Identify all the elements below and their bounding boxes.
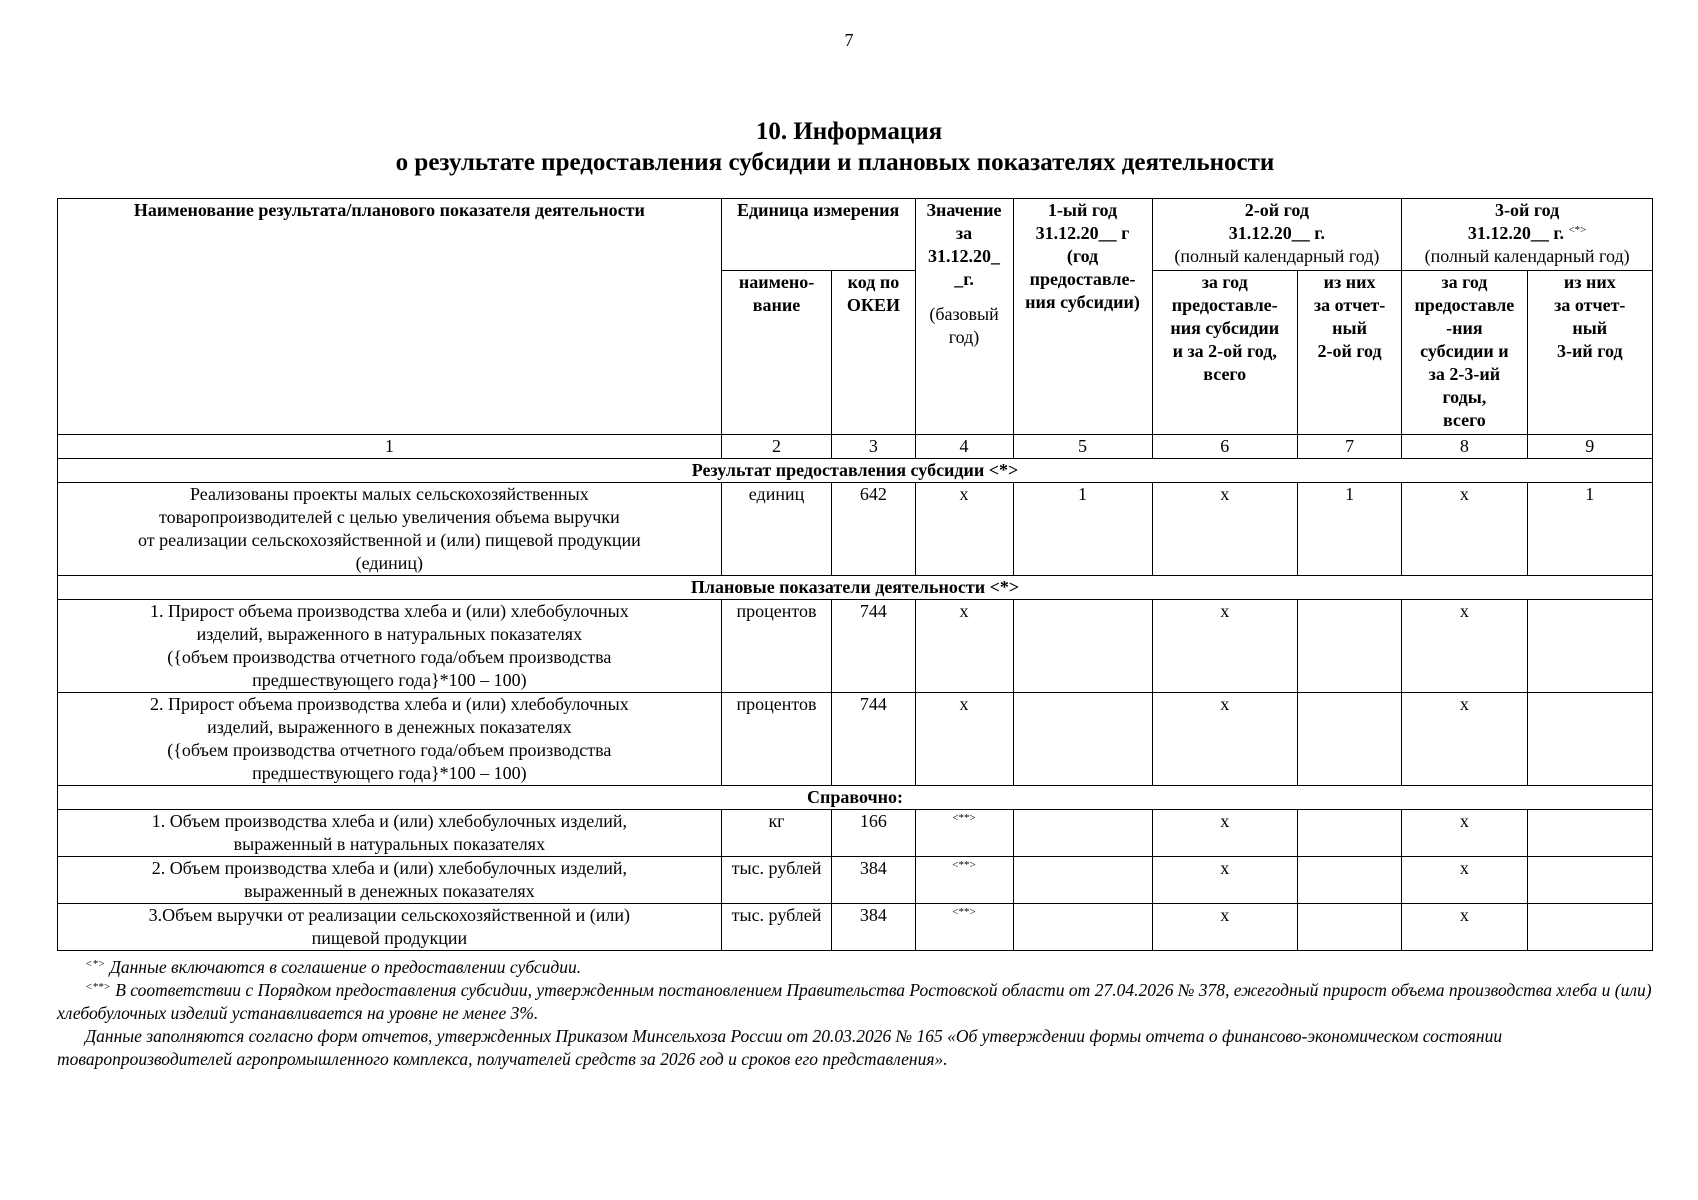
column-number: 5 — [1013, 435, 1152, 459]
ref-3-c7 — [1297, 904, 1401, 951]
plan-1-c8: x — [1402, 600, 1527, 693]
ref-2-c5 — [1013, 857, 1152, 904]
plan-1-code: 744 — [832, 600, 915, 693]
header-unit-name: наимено- вание — [721, 271, 832, 435]
plan-1-c9 — [1527, 600, 1652, 693]
column-number: 9 — [1527, 435, 1652, 459]
section-plan-heading: Плановые показатели деятельности <*> — [58, 576, 1653, 600]
header-year-3-label: 3-ой год 31.12.20__ г. — [1467, 200, 1564, 243]
ref-1-name: 1. Объем производства хлеба и (или) хлебобулочных изделий, выраженный в натуральных показателях — [58, 810, 722, 857]
header-year-3-total: за год предоставле -ния субсидии и за 2-3-ий годы, всего — [1402, 271, 1527, 435]
ref-1-c5 — [1013, 810, 1152, 857]
result-code: 642 — [832, 483, 915, 576]
table-row — [58, 810, 1653, 857]
ref-1-c6: x — [1152, 810, 1297, 857]
column-number: 8 — [1402, 435, 1527, 459]
footnote-1-mark: <*> — [85, 958, 106, 970]
header-year-1: 1-ый год 31.12.20__ г (год предоставле- ния субсидии) — [1013, 199, 1152, 435]
header-year-2 — [1152, 199, 1402, 271]
ref-1-c9 — [1527, 810, 1652, 857]
header-base-year-note: (базовый год) — [929, 304, 999, 347]
header-year-3-note: (полный календарный год) — [1424, 246, 1630, 266]
header-base-value — [915, 199, 1013, 435]
header-base-value-label: Значение за 31.12.20_ _г. — [926, 200, 1002, 289]
ref-2-c9 — [1527, 857, 1652, 904]
ref-1-c7 — [1297, 810, 1401, 857]
ref-1-code: 166 — [832, 810, 915, 857]
column-number: 7 — [1297, 435, 1401, 459]
table-row — [58, 857, 1653, 904]
plan-2-code: 744 — [832, 693, 915, 786]
ref-2-unit: тыс. рублей — [721, 857, 832, 904]
ref-3-c9 — [1527, 904, 1652, 951]
ref-1-c8: x — [1402, 810, 1527, 857]
ref-2-name: 2. Объем производства хлеба и (или) хлебобулочных изделий, выраженный в денежных показателях — [58, 857, 722, 904]
ref-2-c7 — [1297, 857, 1401, 904]
page-number: 7 — [844, 30, 854, 50]
ref-3-unit: тыс. рублей — [721, 904, 832, 951]
plan-1-c6: x — [1152, 600, 1297, 693]
footnote-2-mark: <**> — [85, 981, 111, 993]
column-number: 4 — [915, 435, 1013, 459]
plan-2-c6: x — [1152, 693, 1297, 786]
table-row — [58, 483, 1653, 576]
ref-2-c4 — [915, 857, 1013, 904]
ref-3-c5 — [1013, 904, 1152, 951]
header-year-2-total: за год предоставле- ния субсидии и за 2-ой год, всего — [1152, 271, 1297, 435]
plan-2-c8: x — [1402, 693, 1527, 786]
plan-2-unit: процентов — [721, 693, 832, 786]
column-number: 3 — [832, 435, 915, 459]
footnote-2-text: В соответствии с Порядком предоставления субсидии, утвержденным постановлением Правительства Ростовской области от 27.04.2026 № 378, ежегодный прирост объема производства хлеба и (или) хлебобулочных изделий устанавливается на уровне не менее 3%. — [57, 980, 1652, 1023]
plan-1-name: 1. Прирост объема производства хлеба и (или) хлебобулочных изделий, выраженного в натуральных показателях ({объем производства отчетного года/объем производства предшествующего года}*100 – 100) — [58, 600, 722, 693]
result-c6: x — [1152, 483, 1297, 576]
ref-2-c8: x — [1402, 857, 1527, 904]
header-year-2-note: (полный календарный год) — [1174, 246, 1380, 266]
result-name: Реализованы проекты малых сельскохозяйственных товаропроизводителей с целью увеличения объема выручки от реализации сельскохозяйственной и (или) пищевой продукции (единиц) — [58, 483, 722, 576]
plan-1-c5 — [1013, 600, 1152, 693]
footnotes — [57, 956, 1653, 1071]
ref-2-footnote-mark: <**> — [952, 859, 976, 871]
plan-2-c7 — [1297, 693, 1401, 786]
column-number: 2 — [721, 435, 832, 459]
ref-1-unit: кг — [721, 810, 832, 857]
result-c7: 1 — [1297, 483, 1401, 576]
column-number: 1 — [58, 435, 722, 459]
header-year-2-label: 2-ой год 31.12.20__ г. — [1228, 200, 1325, 243]
result-c9: 1 — [1527, 483, 1652, 576]
table-row — [58, 693, 1653, 786]
plan-1-unit: процентов — [721, 600, 832, 693]
ref-2-code: 384 — [832, 857, 915, 904]
plan-2-c5 — [1013, 693, 1152, 786]
ref-1-c4 — [915, 810, 1013, 857]
title-line-1: 10. Информация — [755, 118, 943, 145]
ref-3-name: 3.Объем выручки от реализации сельскохозяйственной и (или) пищевой продукции — [58, 904, 722, 951]
title-line-2: о результате предоставления субсидии и плановых показателях деятельности — [395, 149, 1275, 176]
ref-3-c4 — [915, 904, 1013, 951]
header-unit-code: код по ОКЕИ — [832, 271, 915, 435]
column-numbers-row — [58, 435, 1653, 459]
footnote-3: Данные заполняются согласно форм отчетов, утвержденных Приказом Минсельхоза России от 20.03.2026 № 165 «Об утверждении формы отчета о финансово-экономическом состоянии товаропроизводителей агропромышленного комплекса, получателей средств за 2026 год и сроков его представления». — [57, 1026, 1503, 1069]
plan-2-c4: x — [915, 693, 1013, 786]
ref-2-c6: x — [1152, 857, 1297, 904]
ref-3-footnote-mark: <**> — [952, 906, 976, 918]
result-c8: x — [1402, 483, 1527, 576]
results-table — [57, 198, 1653, 951]
plan-1-c7 — [1297, 600, 1401, 693]
header-year-3 — [1402, 199, 1653, 271]
footnote-1 — [57, 956, 1653, 979]
ref-3-c8: x — [1402, 904, 1527, 951]
section-result-heading: Результат предоставления субсидии <*> — [58, 459, 1653, 483]
document-title — [0, 116, 1698, 178]
result-c5: 1 — [1013, 483, 1152, 576]
ref-3-code: 384 — [832, 904, 915, 951]
table-row — [58, 600, 1653, 693]
plan-1-c4: x — [915, 600, 1013, 693]
footnote-2 — [57, 979, 1653, 1025]
header-year-3-mark: <*> — [1568, 224, 1587, 236]
header-year-3-reported: из них за отчет- ный 3-ий год — [1527, 271, 1652, 435]
result-unit: единиц — [721, 483, 832, 576]
header-name-column: Наименование результата/планового показателя деятельности — [58, 199, 722, 435]
ref-1-footnote-mark: <**> — [952, 812, 976, 824]
plan-2-c9 — [1527, 693, 1652, 786]
footnote-1-text: Данные включаются в соглашение о предоставлении субсидии. — [105, 957, 582, 977]
plan-2-name: 2. Прирост объема производства хлеба и (или) хлебобулочных изделий, выраженного в денежных показателях ({объем производства отчетного года/объем производства предшествующего года}*100 – 100) — [58, 693, 722, 786]
section-reference-heading: Справочно: — [58, 786, 1653, 810]
header-year-2-reported: из них за отчет- ный 2-ой год — [1297, 271, 1401, 435]
ref-3-c6: x — [1152, 904, 1297, 951]
header-unit-group: Единица измерения — [721, 199, 915, 271]
table-row — [58, 904, 1653, 951]
column-number: 6 — [1152, 435, 1297, 459]
result-c4: x — [915, 483, 1013, 576]
